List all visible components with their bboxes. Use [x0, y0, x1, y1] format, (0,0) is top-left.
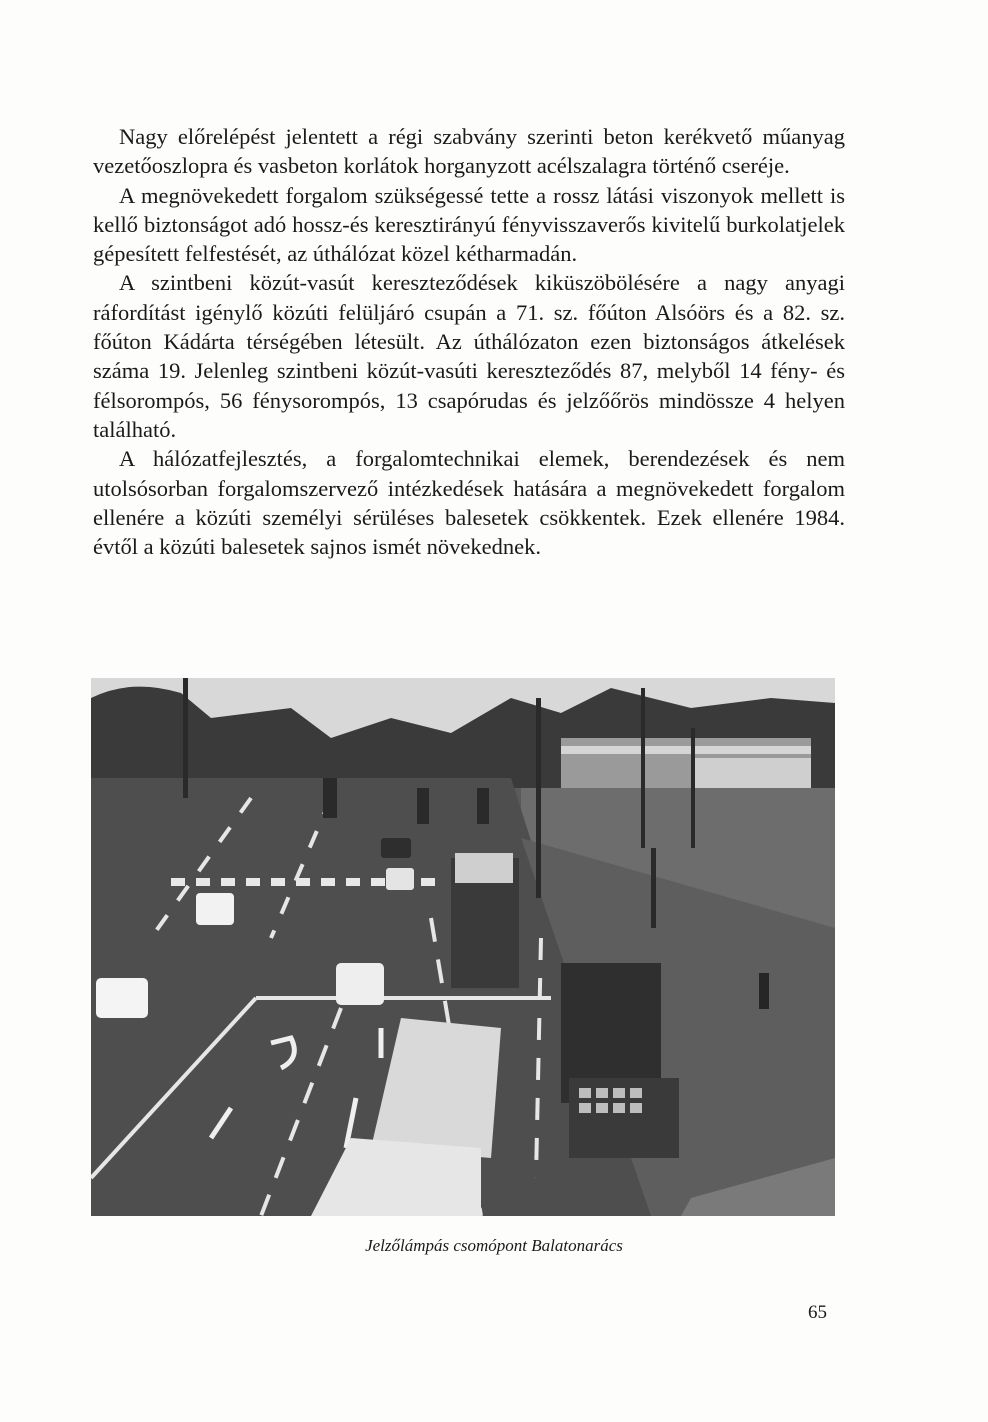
body-text: [93, 122, 845, 561]
paragraph-2: A megnövekedett forgalom szükségessé tette a rossz látási viszonyok mellett is kellő biztonságot adó hossz-és keresztirányú fényvisszaverős kivitelű burkolatjelek gépesített felfestését, az úthálózat közel kétharmadán.: [93, 182, 845, 267]
paragraph-1: Nagy előrelépést jelentett a régi szabvány szerinti beton kerékvető műanyag vezetőoszlopra és vasbeton korlátok horganyzott acélszalagra történő cseréje.: [93, 124, 845, 179]
page-number: 65: [808, 1302, 827, 1323]
intersection-photo: [91, 678, 835, 1216]
paragraph-3: A szintbeni közút-vasút kereszteződések kiküszöbölésére a nagy anyagi ráfordítást igénylő közúti felüljáró csupán a 71. sz. főúton Alsóörs és a 82. sz. főúton Kádárta térségében létesült. Az úthálózaton ezen biztonságos átkelések száma 19. Jelenleg szintbeni közút-vasúti kereszteződés 87, melyből 14 fény- és félsorompós, 56 fénysorompós, 13 csapórudas és jelzőőrös mindössze 4 helyen található.: [93, 270, 845, 442]
paragraph-4: A hálózatfejlesztés, a forgalomtechnikai elemek, berendezések és nem utolsósorban forgalomszervező intézkedések hatására a megnövekedett forgalom ellenére a közúti személyi sérüléses balesetek csökkentek. Ezek ellenére 1984. évtől a közúti balesetek sajnos ismét növekednek.: [93, 446, 845, 560]
figure-caption: Jelzőlámpás csomópont Balatonarács: [365, 1236, 623, 1255]
